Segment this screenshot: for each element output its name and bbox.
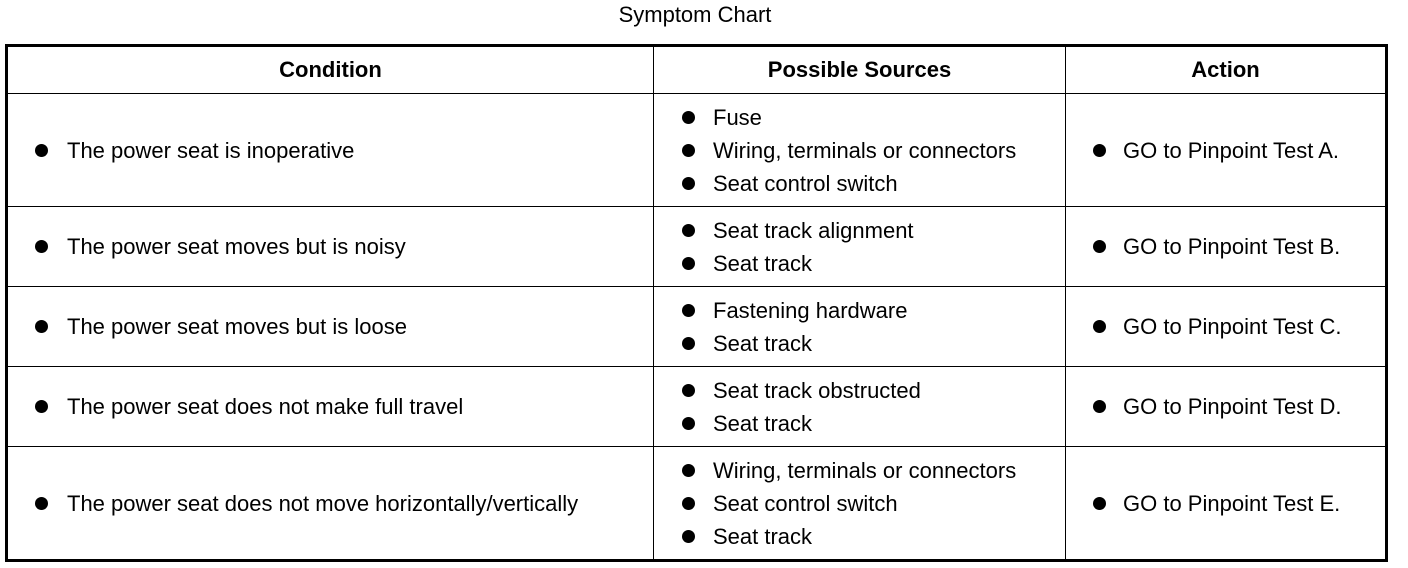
list-item: [8, 230, 653, 263]
bullet-icon: [1093, 497, 1106, 510]
bullet-icon: [682, 304, 695, 317]
source-text: Seat track: [713, 250, 813, 276]
list-item: [654, 167, 1065, 200]
bullet-icon: [682, 144, 695, 157]
condition-cell: [7, 207, 654, 287]
table-row: [7, 287, 1387, 367]
list-item: [1066, 230, 1385, 263]
bullet-icon: [682, 464, 695, 477]
table-row: [7, 94, 1387, 207]
bullet-icon: [1093, 320, 1106, 333]
action-text: GO to Pinpoint Test D.: [1123, 394, 1342, 419]
source-text: Seat track obstructed: [713, 377, 921, 403]
sources-cell: [654, 207, 1066, 287]
header-action: Action: [1066, 46, 1387, 94]
bullet-icon: [682, 257, 695, 270]
bullet-icon: [682, 497, 695, 510]
bullet-icon: [35, 320, 48, 333]
condition-text: The power seat does not move horizontally/vertically: [67, 490, 579, 516]
condition-text: The power seat moves but is loose: [67, 314, 407, 339]
list-item: [8, 134, 653, 167]
list-item: [8, 310, 653, 343]
action-text: GO to Pinpoint Test C.: [1123, 314, 1342, 339]
sources-cell: [654, 367, 1066, 447]
source-text: Fuse: [713, 104, 762, 130]
list-item: [654, 374, 1065, 407]
bullet-icon: [682, 384, 695, 397]
list-item: [8, 390, 653, 423]
list-item: [654, 520, 1065, 553]
list-item: [654, 454, 1065, 487]
table-row: [7, 207, 1387, 287]
bullet-icon: [1093, 240, 1106, 253]
list-item: [654, 327, 1065, 360]
bullet-icon: [1093, 144, 1106, 157]
action-text: GO to Pinpoint Test B.: [1123, 234, 1341, 259]
source-text: Seat control switch: [713, 170, 898, 196]
list-item: [1066, 134, 1385, 167]
source-text: Wiring, terminals or connectors: [713, 457, 1017, 483]
condition-cell: [7, 447, 654, 561]
source-text: Wiring, terminals or connectors: [713, 137, 1017, 163]
condition-cell: [7, 94, 654, 207]
source-text: Seat track: [713, 410, 813, 436]
bullet-icon: [1093, 400, 1106, 413]
source-text: Seat track alignment: [713, 217, 914, 243]
header-row: [7, 46, 1387, 94]
action-text: GO to Pinpoint Test E.: [1123, 490, 1341, 516]
list-item: [654, 134, 1065, 167]
bullet-icon: [35, 400, 48, 413]
bullet-icon: [682, 530, 695, 543]
bullet-icon: [682, 177, 695, 190]
header-possible-sources: Possible Sources: [654, 46, 1066, 94]
list-item: [1066, 390, 1385, 423]
table-row: [7, 447, 1387, 561]
condition-cell: [7, 287, 654, 367]
condition-text: The power seat moves but is noisy: [67, 234, 406, 259]
bullet-icon: [35, 240, 48, 253]
action-cell: [1066, 447, 1387, 561]
list-item: [654, 214, 1065, 247]
source-text: Seat track: [713, 330, 813, 356]
list-item: [8, 487, 653, 520]
sources-cell: [654, 447, 1066, 561]
condition-text: The power seat is inoperative: [67, 137, 355, 163]
bullet-icon: [682, 337, 695, 350]
bullet-icon: [35, 497, 48, 510]
sources-cell: [654, 94, 1066, 207]
sources-cell: [654, 287, 1066, 367]
action-cell: [1066, 367, 1387, 447]
bullet-icon: [35, 144, 48, 157]
chart-title: Symptom Chart: [618, 2, 772, 27]
list-item: [1066, 310, 1385, 343]
list-item: [1066, 487, 1385, 520]
symptom-table: [5, 44, 1388, 562]
list-item: [654, 101, 1065, 134]
action-cell: [1066, 94, 1387, 207]
list-item: [654, 407, 1065, 440]
list-item: [654, 247, 1065, 280]
action-text: GO to Pinpoint Test A.: [1123, 137, 1340, 163]
source-text: Seat track: [713, 523, 813, 549]
condition-cell: [7, 367, 654, 447]
action-cell: [1066, 287, 1387, 367]
list-item: [654, 487, 1065, 520]
header-condition: Condition: [7, 46, 654, 94]
list-item: [654, 294, 1065, 327]
bullet-icon: [682, 417, 695, 430]
source-text: Fastening hardware: [713, 297, 908, 323]
condition-text: The power seat does not make full travel: [67, 394, 464, 419]
source-text: Seat control switch: [713, 490, 898, 516]
table-row: [7, 367, 1387, 447]
action-cell: [1066, 207, 1387, 287]
bullet-icon: [682, 224, 695, 237]
bullet-icon: [682, 111, 695, 124]
